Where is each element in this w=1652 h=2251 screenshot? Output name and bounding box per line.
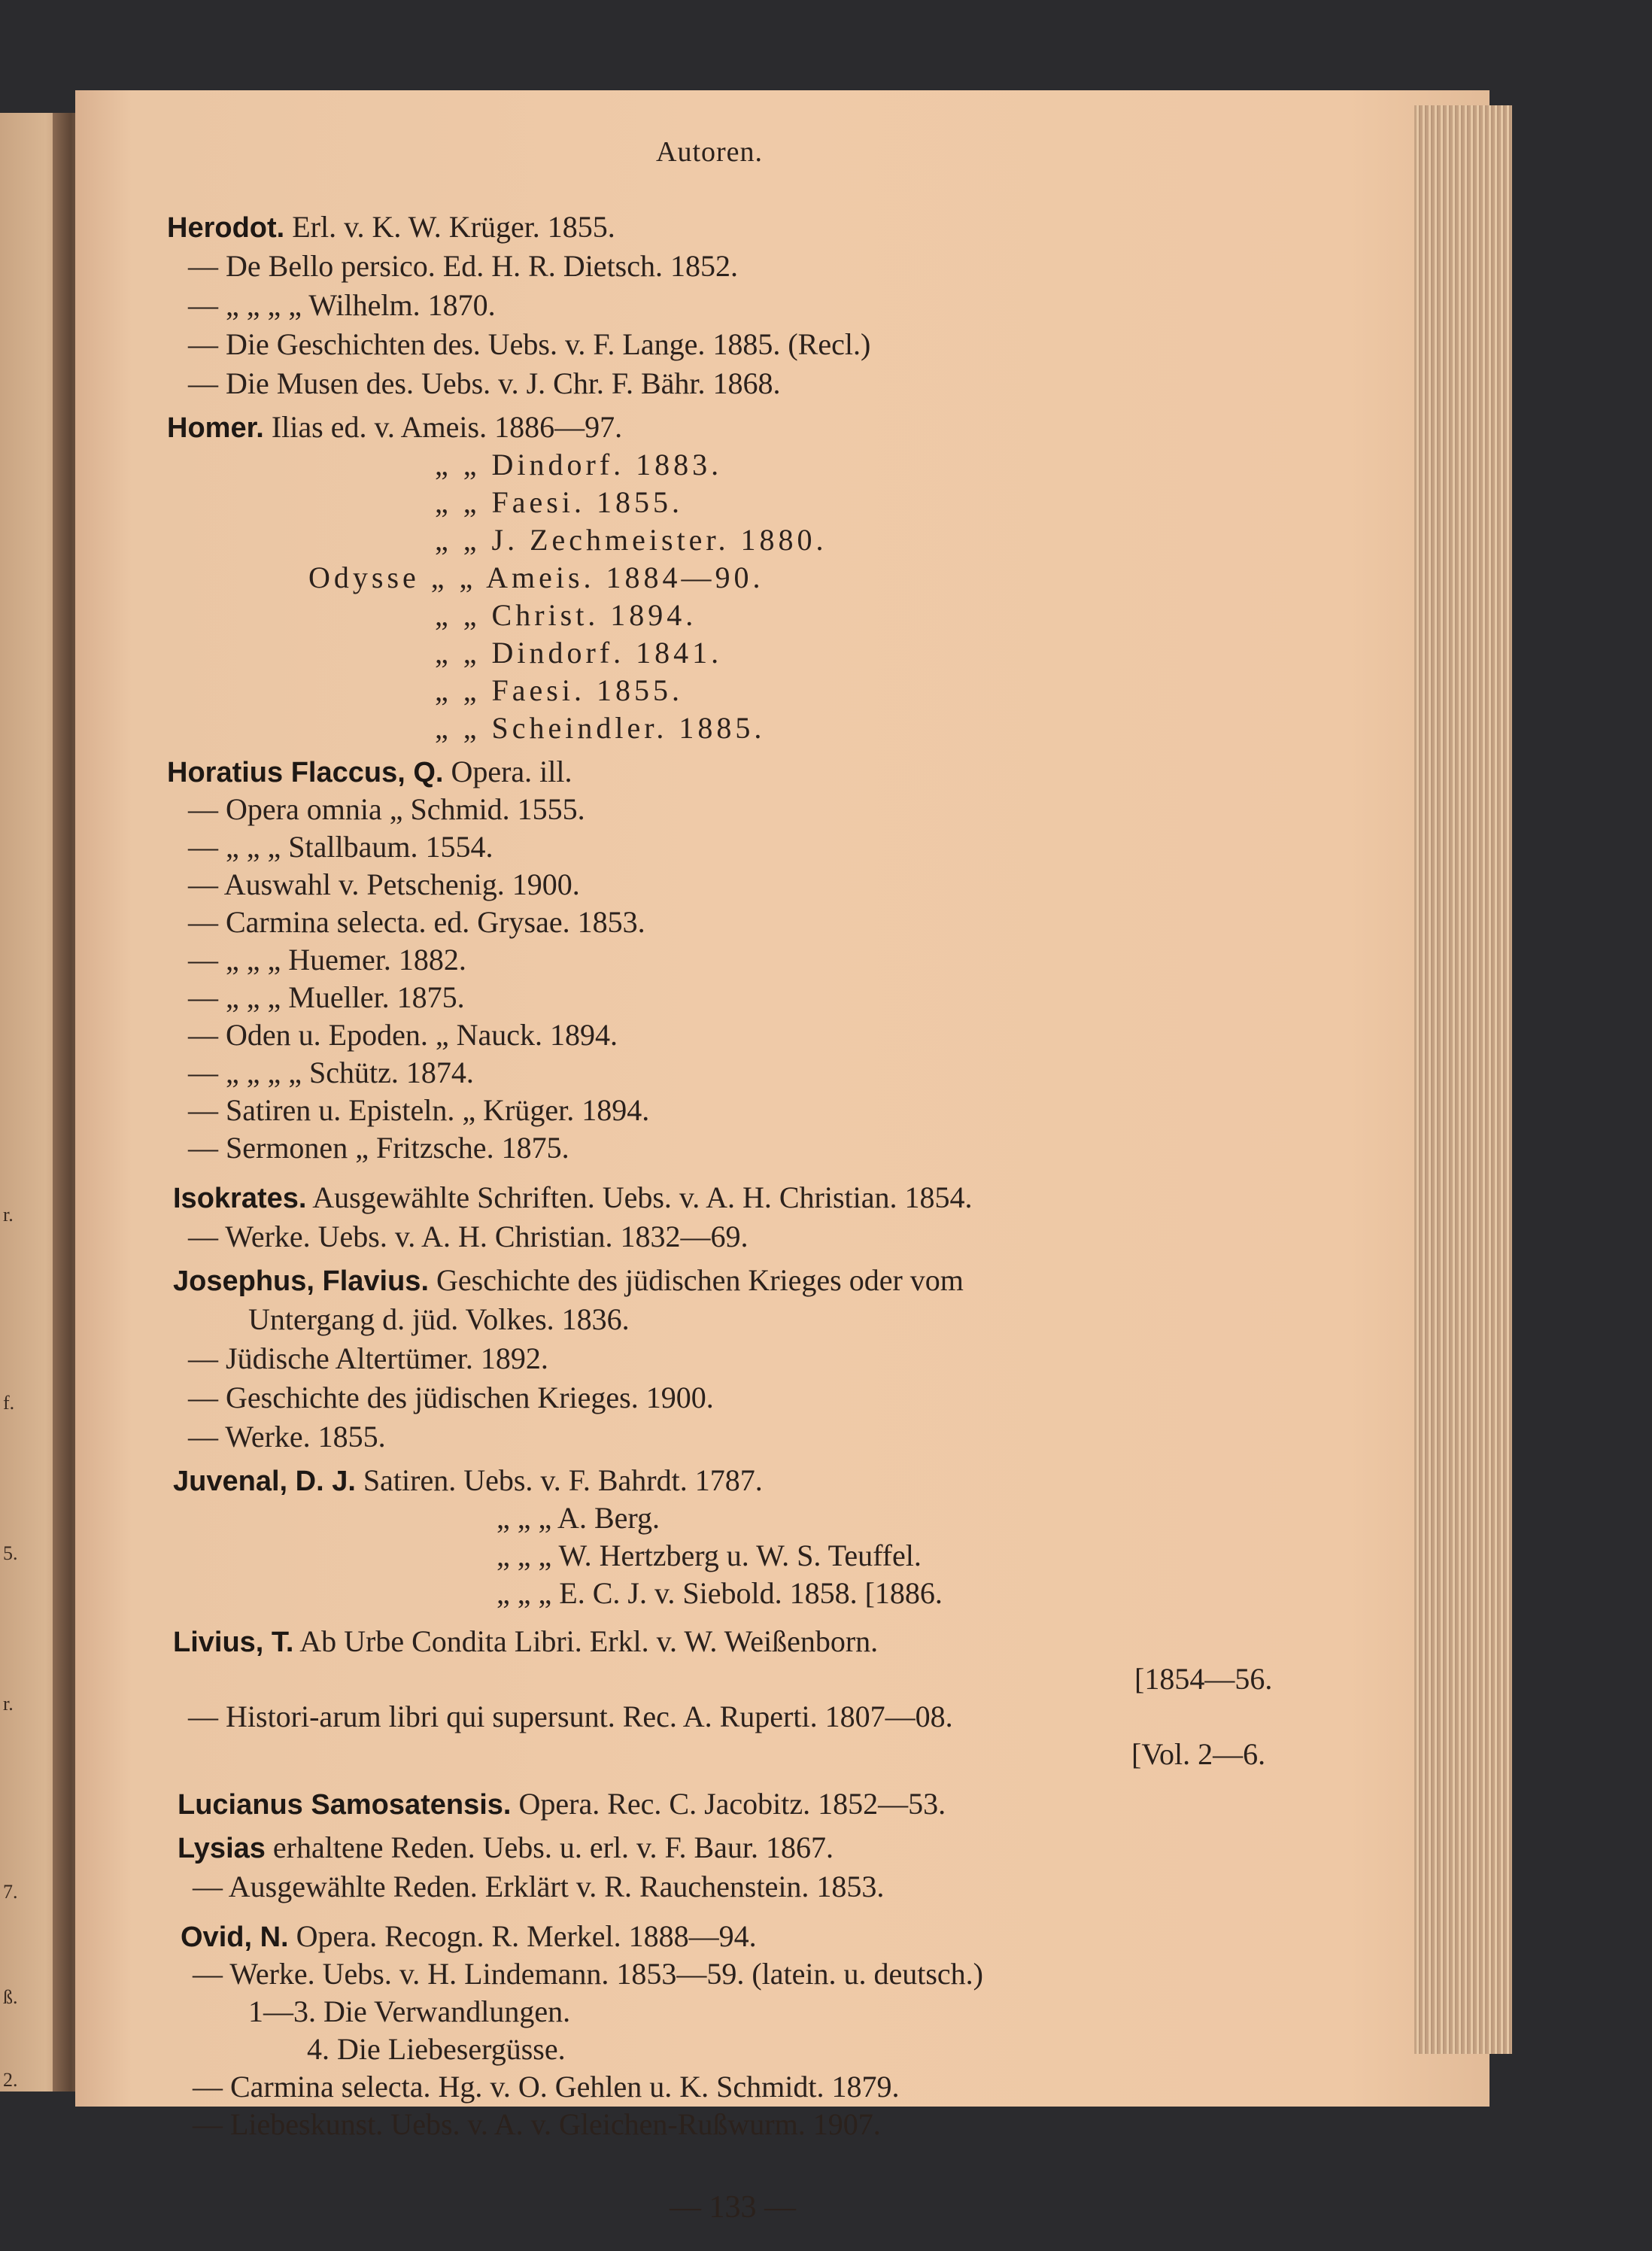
entry-line: — „ „ „ „ Schütz. 1874. <box>188 1056 474 1089</box>
entry-line: — Jüdische Altertümer. 1892. <box>188 1341 548 1375</box>
page-header: Autoren. <box>656 136 764 168</box>
entry-line: Odysse „ „ Ameis. 1884—90. <box>308 560 764 594</box>
entry-line: „ „ „ E. C. J. v. Siebold. 1858. [1886. <box>497 1576 943 1610</box>
author-name: Ovid, N. <box>181 1921 289 1953</box>
entry-line: — Sermonen „ Fritzsche. 1875. <box>188 1131 569 1165</box>
entry-line: — Werke. Uebs. v. A. H. Christian. 1832—69. <box>188 1220 749 1253</box>
author-name: Isokrates. <box>173 1183 307 1214</box>
entry-line: — Die Musen des. Uebs. v. J. Chr. F. Bähr. 1868. <box>188 366 781 400</box>
entry-text: Opera. Recogn. R. Merkel. 1888—94. <box>296 1919 757 1953</box>
entry-line: — Carmina selecta. ed. Grysae. 1853. <box>188 905 645 939</box>
entry-line: „ „ Faesi. 1855. <box>435 485 683 519</box>
author-name: Homer. <box>167 412 264 444</box>
entry-line <box>178 1789 946 1819</box>
entry-line: — „ „ „ Huemer. 1882. <box>188 943 466 977</box>
entry-line: — Satiren u. Episteln. „ Krüger. 1894. <box>188 1093 650 1127</box>
entry-line: — Werke. Uebs. v. H. Lindemann. 1853—59. (latein. u. deutsch.) <box>193 1957 983 1991</box>
author-name: Juvenal, D. J. <box>173 1466 356 1497</box>
entry-text: Satiren. Uebs. v. F. Bahrdt. 1787. <box>363 1463 763 1497</box>
margin-fragment: 2. <box>3 2069 18 2091</box>
entry-line: Untergang d. jüd. Volkes. 1836. <box>248 1302 630 1336</box>
author-name: Lysias <box>178 1833 266 1864</box>
entry-line: — „ „ „ „ Wilhelm. 1870. <box>188 288 496 322</box>
entry-line: [Vol. 2—6. <box>1131 1737 1266 1771</box>
entry-line: „ „ J. Zechmeister. 1880. <box>435 523 828 557</box>
entry-line: — Carmina selecta. Hg. v. O. Gehlen u. K. Schmidt. 1879. <box>193 2070 900 2104</box>
entry-line <box>173 1463 763 1497</box>
margin-fragment: f. <box>3 1392 15 1414</box>
entry-line: — „ „ „ Stallbaum. 1554. <box>188 830 493 864</box>
entry-line: „ „ Scheindler. 1885. <box>435 711 766 745</box>
entry-line: — „ „ „ Mueller. 1875. <box>188 980 465 1014</box>
entry-text: Ilias ed. v. Ameis. 1886—97. <box>271 410 623 444</box>
margin-fragment: 7. <box>3 1881 18 1903</box>
entry-line: 1—3. Die Verwandlungen. <box>248 1994 571 2028</box>
entry-line <box>178 1830 834 1864</box>
entry-line: — Liebeskunst. Uebs. v. A. v. Gleichen-Rußwurm. 1907. <box>193 2107 881 2141</box>
entry-text: erhaltene Reden. Uebs. u. erl. v. F. Baur. 1867. <box>272 1830 834 1864</box>
page-number: — 133 — <box>670 2190 796 2225</box>
entry-line: [1854—56. <box>1134 1662 1273 1696</box>
entry-line <box>181 1921 757 1952</box>
author-name: Herodot. <box>167 212 285 244</box>
entry-line: — Histori-arum libri qui supersunt. Rec. A. Ruperti. 1807—08. <box>188 1700 953 1733</box>
entry-text: Ab Urbe Condita Libri. Erkl. v. W. Weißenborn. <box>299 1624 879 1658</box>
entry-line <box>173 1265 964 1296</box>
entry-text: Opera. Rec. C. Jacobitz. 1852—53. <box>518 1787 946 1821</box>
margin-fragment: r. <box>3 1204 14 1226</box>
entry-line: — Ausgewählte Reden. Erklärt v. R. Rauchenstein. 1853. <box>193 1870 885 1903</box>
entry-line: — Die Geschichten des. Uebs. v. F. Lange. 1885. (Recl.) <box>188 327 871 361</box>
entry-text: Geschichte des jüdischen Krieges oder vom <box>436 1263 964 1297</box>
entry-line: — Oden u. Epoden. „ Nauck. 1894. <box>188 1018 618 1052</box>
author-name: Livius, T. <box>173 1627 294 1658</box>
author-name: Josephus, Flavius. <box>173 1265 429 1297</box>
entry-line: „ „ „ W. Hertzberg u. W. S. Teuffel. <box>497 1539 922 1572</box>
entry-line: — Auswahl v. Petschenig. 1900. <box>188 867 580 901</box>
margin-fragment: ß. <box>3 1986 18 2008</box>
entry-line: „ „ „ A. Berg. <box>497 1501 660 1535</box>
margin-fragment: 5. <box>3 1542 18 1564</box>
entry-line <box>167 212 615 242</box>
entry-line: — Werke. 1855. <box>188 1420 386 1454</box>
entry-text: Ausgewählte Schriften. Uebs. v. A. H. Christian. 1854. <box>312 1180 973 1214</box>
entry-line <box>167 757 572 787</box>
author-name: Lucianus Samosatensis. <box>178 1789 512 1821</box>
entry-line: „ „ Christ. 1894. <box>435 598 697 632</box>
entry-line: „ „ Faesi. 1855. <box>435 673 683 707</box>
author-name: Horatius Flaccus, Q. <box>167 757 444 788</box>
entry-line: 4. Die Liebesergüsse. <box>307 2032 566 2066</box>
entry-line <box>173 1180 973 1214</box>
entry-line <box>173 1624 879 1658</box>
entry-line: „ „ Dindorf. 1841. <box>435 636 723 670</box>
entry-line: — De Bello persico. Ed. H. R. Dietsch. 1852. <box>188 249 738 283</box>
entry-text: Opera. ill. <box>451 755 572 788</box>
entry-line: — Opera omnia „ Schmid. 1555. <box>188 792 585 826</box>
entry-line <box>167 412 622 442</box>
entry-line: — Geschichte des jüdischen Krieges. 1900. <box>188 1381 714 1414</box>
margin-fragment: r. <box>3 1693 14 1715</box>
entry-text: Erl. v. K. W. Krüger. 1855. <box>292 210 615 244</box>
entry-line: „ „ Dindorf. 1883. <box>435 448 723 481</box>
page-edges <box>1414 105 1512 2054</box>
